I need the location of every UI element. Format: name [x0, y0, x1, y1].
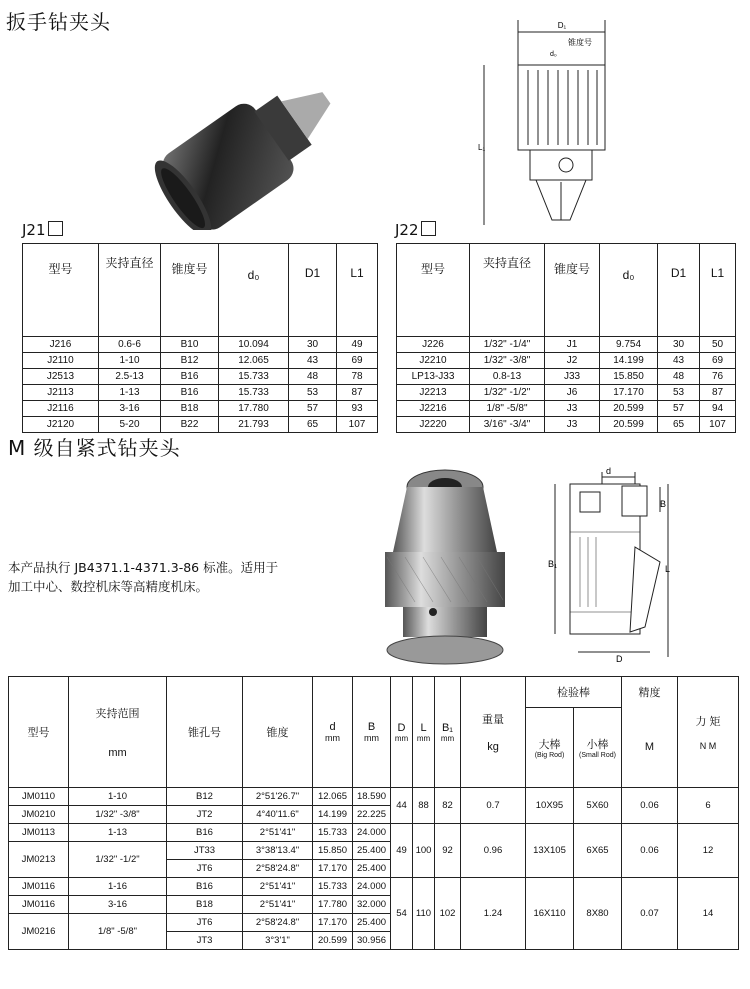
- table-cell: J6: [545, 385, 600, 401]
- table-row: [23, 353, 378, 369]
- table-cell: 43: [289, 353, 337, 369]
- table-cell: J226: [397, 337, 470, 353]
- table-cell: 2°58'24.8": [243, 860, 313, 878]
- table-cell: JM0213: [9, 842, 69, 878]
- table-cell: 87: [700, 385, 736, 401]
- table-j21: [22, 243, 378, 433]
- header-d: d mm: [313, 677, 353, 788]
- group-small-rod-cell: 8X80: [574, 878, 622, 950]
- table-cell: 57: [289, 401, 337, 417]
- self-tightening-chuck-photo: [375, 462, 515, 672]
- header-model: 型号: [23, 244, 99, 337]
- group-D-cell: 54: [391, 878, 413, 950]
- table-cell: 30: [658, 337, 700, 353]
- group-big-rod-cell: 13X105: [526, 824, 574, 878]
- table-cell: JT3: [167, 932, 243, 950]
- group-B1-cell: 92: [435, 824, 461, 878]
- group-precision-cell: 0.06: [622, 824, 678, 878]
- l1-label: L₁: [478, 143, 486, 152]
- table-cell: JM0116: [9, 878, 69, 896]
- group-torque-cell: 12: [678, 824, 739, 878]
- table-cell: J3: [545, 417, 600, 433]
- table-row: [397, 401, 736, 417]
- table-cell: 1/32" -1/2": [69, 842, 167, 878]
- group-L-cell: 88: [413, 788, 435, 824]
- table-cell: JM0110: [9, 788, 69, 806]
- table-cell: J2213: [397, 385, 470, 401]
- table-cell: 20.599: [313, 932, 353, 950]
- table-row: [9, 824, 739, 842]
- group-torque-cell: 14: [678, 878, 739, 950]
- d1-label: D₁: [557, 21, 567, 30]
- table-cell: 12.065: [219, 353, 289, 369]
- table-cell: 57: [658, 401, 700, 417]
- table-cell: JT33: [167, 842, 243, 860]
- table-cell: B12: [161, 353, 219, 369]
- group-B1-cell: 82: [435, 788, 461, 824]
- table-cell: 25.400: [353, 842, 391, 860]
- table-cell: 1-13: [69, 824, 167, 842]
- header-d0: d₀: [600, 244, 658, 337]
- header-precision: 精度: [622, 677, 678, 708]
- table-cell: 17.170: [600, 385, 658, 401]
- table-cell: 48: [658, 369, 700, 385]
- description-line1: 本产品执行 JB4371.1-4371.3-86 标准。适用于: [8, 560, 279, 575]
- header-clamp-dia: 夹持直径: [470, 244, 545, 337]
- header-bore: 锥孔号: [167, 677, 243, 788]
- table-cell: 20.599: [600, 401, 658, 417]
- group-big-rod-cell: 16X110: [526, 878, 574, 950]
- table-cell: 1/32" -3/8": [69, 806, 167, 824]
- table-row: [397, 353, 736, 369]
- key-chuck-diagram: [470, 10, 640, 235]
- description: [8, 558, 278, 596]
- group-D-cell: 44: [391, 788, 413, 824]
- group-big-rod-cell: 10X95: [526, 788, 574, 824]
- group-L-cell: 100: [413, 824, 435, 878]
- b1-label: B₁: [548, 559, 558, 569]
- taper-label: 锥度号: [568, 38, 592, 47]
- group-small-rod-cell: 6X65: [574, 824, 622, 878]
- header-L1: L1: [700, 244, 736, 337]
- table-cell: 2.5-13: [99, 369, 161, 385]
- table-cell: 10.094: [219, 337, 289, 353]
- table-cell: 1-16: [69, 878, 167, 896]
- header-range: 夹持范围 mm: [69, 677, 167, 788]
- table-cell: LP13-J33: [397, 369, 470, 385]
- self-tightening-chuck-diagram: [540, 462, 670, 667]
- table-cell: JM0216: [9, 914, 69, 950]
- table-cell: 1-10: [99, 353, 161, 369]
- table-cell: 65: [658, 417, 700, 433]
- b-label: B: [660, 499, 667, 509]
- table-j22-header: [397, 244, 736, 337]
- table-cell: 2°51'41": [243, 824, 313, 842]
- table-cell: 17.170: [313, 914, 353, 932]
- table-cell: B16: [167, 878, 243, 896]
- header-L: L mm: [413, 677, 435, 788]
- table-cell: 107: [700, 417, 736, 433]
- group-precision-cell: 0.06: [622, 788, 678, 824]
- table-j22: [396, 243, 736, 433]
- table-cell: 87: [337, 385, 378, 401]
- D-label: D: [616, 654, 623, 664]
- table-cell: J2116: [23, 401, 99, 417]
- table-cell: 43: [658, 353, 700, 369]
- table-cell: 3°38'13.4": [243, 842, 313, 860]
- table-row: [23, 417, 378, 433]
- table-cell: 22.225: [353, 806, 391, 824]
- table-cell: JT2: [167, 806, 243, 824]
- table-cell: 93: [337, 401, 378, 417]
- table-cell: 17.170: [313, 860, 353, 878]
- section2-title: M 级自紧式钻夹头: [8, 436, 181, 460]
- group-weight-cell: 0.7: [461, 788, 526, 824]
- group-weight-cell: 1.24: [461, 878, 526, 950]
- table-cell: 0.8-13: [470, 369, 545, 385]
- table-row: [23, 369, 378, 385]
- table-cell: 78: [337, 369, 378, 385]
- header-torque: 力 矩 N M: [678, 677, 739, 788]
- header-taper: 锥度号: [161, 244, 219, 337]
- table-cell: 9.754: [600, 337, 658, 353]
- table-cell: 53: [658, 385, 700, 401]
- table-cell: JM0116: [9, 896, 69, 914]
- header-D1: D1: [658, 244, 700, 337]
- header-b: B mm: [353, 677, 391, 788]
- table-cell: B18: [167, 896, 243, 914]
- header-gauge: 检验棒: [526, 677, 622, 708]
- table-cell: 5-20: [99, 417, 161, 433]
- table-cell: J2: [545, 353, 600, 369]
- table-cell: 20.599: [600, 417, 658, 433]
- group-B1-cell: 102: [435, 878, 461, 950]
- header-model: 型号: [397, 244, 470, 337]
- table-cell: J33: [545, 369, 600, 385]
- table-cell: 49: [337, 337, 378, 353]
- table-cell: 25.400: [353, 860, 391, 878]
- table-cell: 15.733: [219, 385, 289, 401]
- table-cell: 65: [289, 417, 337, 433]
- table-cell: 48: [289, 369, 337, 385]
- table-cell: J3: [545, 401, 600, 417]
- table-row: [397, 337, 736, 353]
- table-cell: 18.590: [353, 788, 391, 806]
- table-cell: 30: [289, 337, 337, 353]
- table-cell: 94: [700, 401, 736, 417]
- header-clamp-dia: 夹持直径: [99, 244, 161, 337]
- header-D1: D1: [289, 244, 337, 337]
- table-cell: 1/32" -1/4": [470, 337, 545, 353]
- table-cell: 2°51'41": [243, 878, 313, 896]
- d-label: d: [606, 466, 612, 476]
- table-cell: J2210: [397, 353, 470, 369]
- table-cell: 17.780: [219, 401, 289, 417]
- table-cell: B10: [161, 337, 219, 353]
- table-cell: J2220: [397, 417, 470, 433]
- table-cell: 3/16" -3/4": [470, 417, 545, 433]
- table-j21-header: [23, 244, 378, 337]
- table-cell: 1/8" -5/8": [69, 914, 167, 950]
- table-row: [397, 385, 736, 401]
- table-cell: 24.000: [353, 878, 391, 896]
- table-cell: 2°51'41": [243, 896, 313, 914]
- table-cell: 3-16: [99, 401, 161, 417]
- table-cell: 2°51'26.7": [243, 788, 313, 806]
- table-cell: 69: [337, 353, 378, 369]
- table-cell: 4°40'11.6": [243, 806, 313, 824]
- table-cell: 1-10: [69, 788, 167, 806]
- table-cell: 21.793: [219, 417, 289, 433]
- table-cell: B12: [167, 788, 243, 806]
- table-cell: 0.6-6: [99, 337, 161, 353]
- table-row: [23, 401, 378, 417]
- table-cell: 25.400: [353, 914, 391, 932]
- table-cell: 12.065: [313, 788, 353, 806]
- j22-label: J22: [395, 221, 436, 239]
- table-row: [9, 788, 739, 806]
- table-cell: 76: [700, 369, 736, 385]
- section1-title: 扳手钻夹头: [6, 10, 111, 34]
- table-cell: 30.956: [353, 932, 391, 950]
- header-B1: B₁ mm: [435, 677, 461, 788]
- j21-label: J21: [22, 221, 63, 239]
- table-cell: B16: [161, 369, 219, 385]
- table-cell: J2513: [23, 369, 99, 385]
- table-cell: J2120: [23, 417, 99, 433]
- header-L1: L1: [337, 244, 378, 337]
- table-cell: 24.000: [353, 824, 391, 842]
- table-cell: 15.850: [600, 369, 658, 385]
- table-cell: B22: [161, 417, 219, 433]
- table-m-series: [8, 676, 739, 950]
- table-cell: 50: [700, 337, 736, 353]
- table-cell: 15.733: [313, 878, 353, 896]
- table-cell: JT6: [167, 860, 243, 878]
- table-cell: J216: [23, 337, 99, 353]
- group-weight-cell: 0.96: [461, 824, 526, 878]
- d0-label: d₀: [550, 51, 557, 58]
- header-small-rod: 小棒 (Small Rod): [574, 708, 622, 788]
- l-label: L: [665, 564, 670, 574]
- table-row: [23, 337, 378, 353]
- table-cell: J2113: [23, 385, 99, 401]
- header-D: D mm: [391, 677, 413, 788]
- header-taper: 锥度: [243, 677, 313, 788]
- group-D-cell: 49: [391, 824, 413, 878]
- table-cell: 1/32" -1/2": [470, 385, 545, 401]
- table-cell: B16: [167, 824, 243, 842]
- table-row: [397, 417, 736, 433]
- group-L-cell: 110: [413, 878, 435, 950]
- table-cell: 1-13: [99, 385, 161, 401]
- table-cell: 69: [700, 353, 736, 369]
- table-cell: 107: [337, 417, 378, 433]
- table-cell: J2110: [23, 353, 99, 369]
- header-d0: d₀: [219, 244, 289, 337]
- header-precision-unit: M: [622, 708, 678, 788]
- table-cell: B18: [161, 401, 219, 417]
- header-big-rod: 大棒 (Big Rod): [526, 708, 574, 788]
- key-chuck-photo: [140, 40, 340, 230]
- table-row: [23, 385, 378, 401]
- header-weight: 重量 kg: [461, 677, 526, 788]
- table-row: [397, 369, 736, 385]
- table-cell: 17.780: [313, 896, 353, 914]
- table-row: [9, 878, 739, 896]
- table-cell: 2°58'24.8": [243, 914, 313, 932]
- header-model: 型号: [9, 677, 69, 788]
- table-cell: 15.733: [219, 369, 289, 385]
- table-cell: JT6: [167, 914, 243, 932]
- table-cell: JM0113: [9, 824, 69, 842]
- table-cell: 15.850: [313, 842, 353, 860]
- group-precision-cell: 0.07: [622, 878, 678, 950]
- table-cell: 14.199: [600, 353, 658, 369]
- table-cell: 1/8" -5/8": [470, 401, 545, 417]
- table-cell: 53: [289, 385, 337, 401]
- table-cell: B16: [161, 385, 219, 401]
- header-taper: 锥度号: [545, 244, 600, 337]
- group-torque-cell: 6: [678, 788, 739, 824]
- table-cell: 1/32" -3/8": [470, 353, 545, 369]
- table-cell: 32.000: [353, 896, 391, 914]
- description-line2: 加工中心、数控机床等高精度机床。: [8, 579, 209, 594]
- table-cell: 3°3'1": [243, 932, 313, 950]
- table-cell: J1: [545, 337, 600, 353]
- table-cell: JM0210: [9, 806, 69, 824]
- table-cell: 15.733: [313, 824, 353, 842]
- table-cell: J2216: [397, 401, 470, 417]
- table-cell: 3-16: [69, 896, 167, 914]
- group-small-rod-cell: 5X60: [574, 788, 622, 824]
- table-cell: 14.199: [313, 806, 353, 824]
